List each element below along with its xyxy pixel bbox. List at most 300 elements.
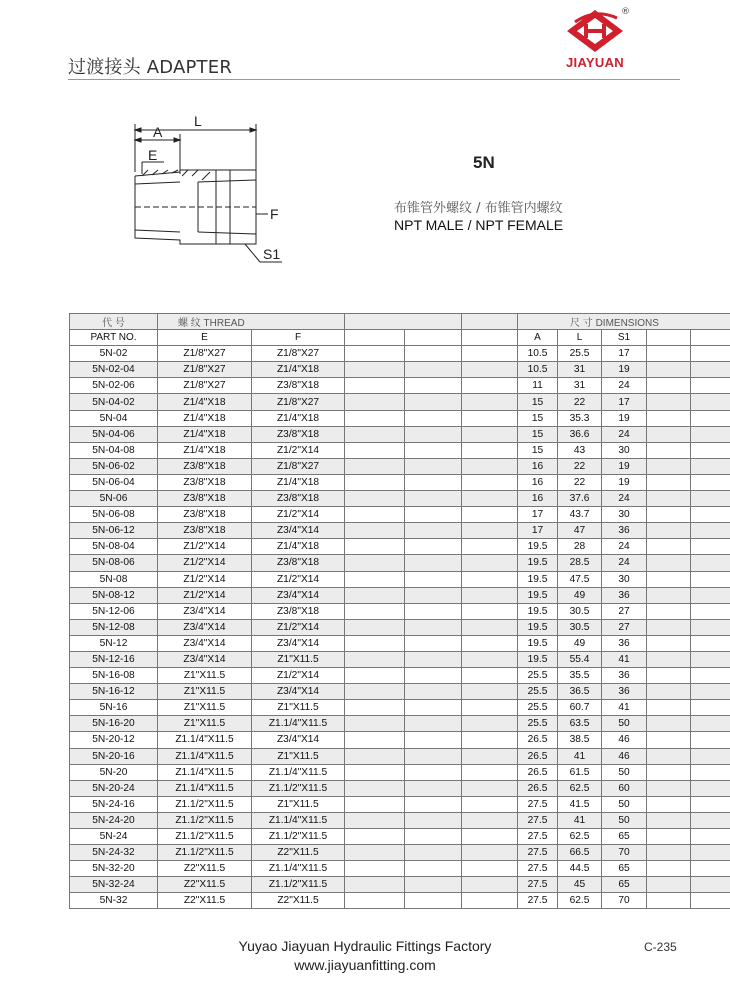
cell-empty bbox=[462, 571, 518, 587]
cell-dim-l: 43 bbox=[558, 442, 602, 458]
cell-empty bbox=[691, 877, 730, 893]
cell-empty bbox=[691, 426, 730, 442]
cell-thread-f: Z1/2"X14 bbox=[252, 442, 345, 458]
cell-empty bbox=[691, 829, 730, 845]
cell-thread-e: Z1"X11.5 bbox=[158, 668, 252, 684]
cell-dim-s1: 46 bbox=[602, 748, 647, 764]
cell-dim-l: 66.5 bbox=[558, 845, 602, 861]
cell-part-no: 5N-08 bbox=[70, 571, 158, 587]
cell-empty bbox=[691, 716, 730, 732]
cell-empty bbox=[691, 474, 730, 490]
cell-dim-l: 35.3 bbox=[558, 410, 602, 426]
cell-dim-s1: 60 bbox=[602, 780, 647, 796]
cell-part-no: 5N-04 bbox=[70, 410, 158, 426]
cell-dim-l: 45 bbox=[558, 877, 602, 893]
table-row bbox=[70, 700, 730, 716]
cell-empty bbox=[345, 893, 405, 909]
cell-part-no: 5N-12 bbox=[70, 635, 158, 651]
cell-thread-e: Z3/4"X14 bbox=[158, 635, 252, 651]
cell-thread-f: Z1/4"X18 bbox=[252, 474, 345, 490]
cell-thread-e: Z1/4"X18 bbox=[158, 394, 252, 410]
cell-thread-f: Z1.1/4"X11.5 bbox=[252, 716, 345, 732]
cell-empty bbox=[647, 491, 691, 507]
cell-dim-s1: 36 bbox=[602, 523, 647, 539]
cell-dim-a: 19.5 bbox=[518, 651, 558, 667]
cell-dim-l: 55.4 bbox=[558, 651, 602, 667]
cell-thread-e: Z1/4"X18 bbox=[158, 410, 252, 426]
cell-empty bbox=[405, 507, 462, 523]
cell-dim-s1: 24 bbox=[602, 378, 647, 394]
cell-thread-e: Z2"X11.5 bbox=[158, 861, 252, 877]
table-row bbox=[70, 796, 730, 812]
cell-empty bbox=[405, 651, 462, 667]
cell-empty bbox=[647, 474, 691, 490]
cell-empty bbox=[462, 716, 518, 732]
cell-dim-a: 27.5 bbox=[518, 877, 558, 893]
dim-label-e: E bbox=[148, 147, 158, 163]
cell-part-no: 5N-02-04 bbox=[70, 362, 158, 378]
cell-dim-l: 31 bbox=[558, 378, 602, 394]
cell-thread-f: Z1.1/4"X11.5 bbox=[252, 812, 345, 828]
cell-thread-e: Z3/8"X18 bbox=[158, 523, 252, 539]
cell-thread-e: Z1/8"X27 bbox=[158, 362, 252, 378]
cell-thread-e: Z3/8"X18 bbox=[158, 491, 252, 507]
cell-empty bbox=[405, 748, 462, 764]
cell-empty bbox=[405, 394, 462, 410]
cell-empty bbox=[647, 378, 691, 394]
cell-empty bbox=[691, 700, 730, 716]
header-s1: S1 bbox=[602, 330, 647, 346]
cell-empty bbox=[462, 700, 518, 716]
table-row bbox=[70, 684, 730, 700]
table-row bbox=[70, 780, 730, 796]
cell-empty bbox=[462, 491, 518, 507]
cell-thread-f: Z1/8"X27 bbox=[252, 346, 345, 362]
table-row bbox=[70, 732, 730, 748]
cell-dim-s1: 27 bbox=[602, 619, 647, 635]
cell-dim-s1: 65 bbox=[602, 861, 647, 877]
cell-dim-l: 47 bbox=[558, 523, 602, 539]
table-row bbox=[70, 635, 730, 651]
cell-dim-l: 41 bbox=[558, 748, 602, 764]
cell-empty bbox=[405, 442, 462, 458]
adapter-drawing bbox=[120, 112, 300, 277]
cell-thread-e: Z1.1/4"X11.5 bbox=[158, 764, 252, 780]
cell-empty bbox=[691, 491, 730, 507]
cell-empty bbox=[647, 668, 691, 684]
cell-empty bbox=[462, 668, 518, 684]
cell-dim-a: 19.5 bbox=[518, 587, 558, 603]
cell-part-no: 5N-06-08 bbox=[70, 507, 158, 523]
table-row bbox=[70, 651, 730, 667]
cell-empty bbox=[405, 796, 462, 812]
cell-empty bbox=[647, 346, 691, 362]
cell-empty bbox=[647, 523, 691, 539]
cell-thread-f: Z1/2"X14 bbox=[252, 571, 345, 587]
cell-thread-e: Z3/4"X14 bbox=[158, 651, 252, 667]
cell-dim-s1: 46 bbox=[602, 732, 647, 748]
cell-empty bbox=[462, 780, 518, 796]
cell-empty bbox=[462, 539, 518, 555]
cell-thread-f: Z1/4"X18 bbox=[252, 410, 345, 426]
cell-thread-e: Z1.1/2"X11.5 bbox=[158, 812, 252, 828]
cell-dim-s1: 36 bbox=[602, 587, 647, 603]
cell-empty bbox=[345, 732, 405, 748]
cell-empty bbox=[462, 619, 518, 635]
cell-thread-e: Z1/8"X27 bbox=[158, 346, 252, 362]
cell-empty bbox=[405, 587, 462, 603]
cell-dim-l: 25.5 bbox=[558, 346, 602, 362]
cell-thread-e: Z2"X11.5 bbox=[158, 893, 252, 909]
cell-dim-l: 36.6 bbox=[558, 426, 602, 442]
cell-empty bbox=[647, 651, 691, 667]
cell-thread-e: Z3/8"X18 bbox=[158, 458, 252, 474]
cell-empty bbox=[405, 555, 462, 571]
table-row bbox=[70, 764, 730, 780]
cell-empty bbox=[647, 619, 691, 635]
cell-empty bbox=[647, 829, 691, 845]
cell-dim-a: 26.5 bbox=[518, 732, 558, 748]
cell-empty bbox=[462, 555, 518, 571]
table-row bbox=[70, 410, 730, 426]
cell-part-no: 5N-04-06 bbox=[70, 426, 158, 442]
cell-dim-s1: 70 bbox=[602, 893, 647, 909]
table-row bbox=[70, 426, 730, 442]
cell-empty bbox=[345, 426, 405, 442]
cell-empty bbox=[647, 539, 691, 555]
cell-thread-f: Z1"X11.5 bbox=[252, 748, 345, 764]
cell-empty bbox=[345, 410, 405, 426]
cell-empty bbox=[345, 571, 405, 587]
cell-thread-f: Z3/4"X14 bbox=[252, 587, 345, 603]
cell-part-no: 5N-24 bbox=[70, 829, 158, 845]
header-dimensions: 尺 寸 DIMENSIONS bbox=[518, 314, 730, 330]
table-row bbox=[70, 442, 730, 458]
cell-thread-e: Z1/4"X18 bbox=[158, 442, 252, 458]
cell-dim-l: 62.5 bbox=[558, 829, 602, 845]
cell-thread-e: Z1/4"X18 bbox=[158, 426, 252, 442]
cell-thread-f: Z1.1/4"X11.5 bbox=[252, 764, 345, 780]
cell-dim-a: 10.5 bbox=[518, 362, 558, 378]
footer-company: Yuyao Jiayuan Hydraulic Fittings Factory bbox=[238, 938, 492, 954]
cell-thread-f: Z3/4"X14 bbox=[252, 684, 345, 700]
cell-thread-e: Z1.1/4"X11.5 bbox=[158, 748, 252, 764]
cell-thread-f: Z3/8"X18 bbox=[252, 555, 345, 571]
cell-dim-l: 62.5 bbox=[558, 780, 602, 796]
cell-empty bbox=[405, 635, 462, 651]
cell-part-no: 5N-16-12 bbox=[70, 684, 158, 700]
cell-thread-f: Z3/8"X18 bbox=[252, 378, 345, 394]
cell-dim-a: 19.5 bbox=[518, 539, 558, 555]
dim-label-l: L bbox=[194, 113, 202, 129]
cell-dim-a: 15 bbox=[518, 426, 558, 442]
cell-thread-e: Z1.1/4"X11.5 bbox=[158, 780, 252, 796]
cell-empty bbox=[647, 893, 691, 909]
cell-part-no: 5N-16-08 bbox=[70, 668, 158, 684]
cell-dim-a: 15 bbox=[518, 410, 558, 426]
cell-empty bbox=[647, 442, 691, 458]
cell-dim-a: 27.5 bbox=[518, 893, 558, 909]
cell-empty bbox=[405, 893, 462, 909]
cell-empty bbox=[691, 394, 730, 410]
cell-empty bbox=[647, 684, 691, 700]
cell-empty bbox=[462, 764, 518, 780]
cell-dim-l: 36.5 bbox=[558, 684, 602, 700]
cell-dim-s1: 41 bbox=[602, 651, 647, 667]
cell-dim-l: 41 bbox=[558, 812, 602, 828]
cell-empty bbox=[345, 635, 405, 651]
table-row bbox=[70, 507, 730, 523]
cell-dim-a: 15 bbox=[518, 394, 558, 410]
cell-empty bbox=[462, 635, 518, 651]
cell-empty bbox=[345, 523, 405, 539]
cell-empty bbox=[691, 748, 730, 764]
cell-empty bbox=[345, 442, 405, 458]
cell-dim-a: 10.5 bbox=[518, 346, 558, 362]
cell-thread-e: Z1/2"X14 bbox=[158, 587, 252, 603]
cell-empty bbox=[462, 587, 518, 603]
header-a: A bbox=[518, 330, 558, 346]
cell-dim-s1: 30 bbox=[602, 571, 647, 587]
dimensions-table bbox=[69, 313, 730, 909]
cell-empty bbox=[647, 812, 691, 828]
cell-thread-f: Z1/2"X14 bbox=[252, 507, 345, 523]
cell-thread-f: Z2"X11.5 bbox=[252, 845, 345, 861]
table-row bbox=[70, 861, 730, 877]
cell-part-no: 5N-06 bbox=[70, 491, 158, 507]
cell-dim-a: 27.5 bbox=[518, 829, 558, 845]
cell-part-no: 5N-16 bbox=[70, 700, 158, 716]
cell-empty bbox=[405, 410, 462, 426]
cell-dim-l: 49 bbox=[558, 587, 602, 603]
cell-thread-f: Z3/8"X18 bbox=[252, 603, 345, 619]
cell-dim-l: 28.5 bbox=[558, 555, 602, 571]
cell-empty bbox=[405, 378, 462, 394]
cell-dim-a: 27.5 bbox=[518, 861, 558, 877]
cell-empty bbox=[462, 346, 518, 362]
cell-part-no: 5N-32 bbox=[70, 893, 158, 909]
cell-thread-e: Z1"X11.5 bbox=[158, 716, 252, 732]
cell-dim-l: 44.5 bbox=[558, 861, 602, 877]
cell-thread-f: Z3/8"X18 bbox=[252, 426, 345, 442]
cell-dim-a: 25.5 bbox=[518, 716, 558, 732]
cell-dim-a: 17 bbox=[518, 523, 558, 539]
cell-dim-a: 19.5 bbox=[518, 571, 558, 587]
cell-empty bbox=[691, 410, 730, 426]
cell-dim-s1: 17 bbox=[602, 394, 647, 410]
cell-empty bbox=[405, 780, 462, 796]
cell-dim-s1: 50 bbox=[602, 796, 647, 812]
cell-dim-l: 37.6 bbox=[558, 491, 602, 507]
cell-dim-s1: 24 bbox=[602, 539, 647, 555]
cell-empty bbox=[647, 587, 691, 603]
cell-dim-s1: 19 bbox=[602, 410, 647, 426]
registered-mark: ® bbox=[621, 7, 630, 17]
cell-thread-e: Z1"X11.5 bbox=[158, 684, 252, 700]
cell-empty bbox=[345, 700, 405, 716]
table-row bbox=[70, 587, 730, 603]
cell-empty bbox=[462, 474, 518, 490]
cell-empty bbox=[691, 587, 730, 603]
cell-empty bbox=[405, 668, 462, 684]
cell-part-no: 5N-32-24 bbox=[70, 877, 158, 893]
table-row bbox=[70, 458, 730, 474]
cell-dim-a: 27.5 bbox=[518, 812, 558, 828]
table-row bbox=[70, 491, 730, 507]
cell-empty bbox=[462, 378, 518, 394]
cell-empty bbox=[691, 845, 730, 861]
table-row bbox=[70, 474, 730, 490]
cell-empty bbox=[405, 732, 462, 748]
cell-empty bbox=[345, 346, 405, 362]
cell-part-no: 5N-04-08 bbox=[70, 442, 158, 458]
cell-empty bbox=[462, 410, 518, 426]
cell-dim-a: 17 bbox=[518, 507, 558, 523]
cell-thread-f: Z1.1/2"X11.5 bbox=[252, 877, 345, 893]
cell-empty bbox=[345, 812, 405, 828]
cell-dim-s1: 41 bbox=[602, 700, 647, 716]
cell-empty bbox=[345, 684, 405, 700]
header-part-no: PART NO. bbox=[70, 330, 158, 346]
cell-empty bbox=[345, 748, 405, 764]
cell-dim-l: 31 bbox=[558, 362, 602, 378]
cell-empty bbox=[462, 829, 518, 845]
cell-empty bbox=[405, 571, 462, 587]
cell-empty bbox=[647, 571, 691, 587]
cell-dim-a: 15 bbox=[518, 442, 558, 458]
cell-dim-l: 35.5 bbox=[558, 668, 602, 684]
cell-part-no: 5N-08-04 bbox=[70, 539, 158, 555]
cell-empty bbox=[345, 619, 405, 635]
cell-dim-l: 62.5 bbox=[558, 893, 602, 909]
cell-dim-a: 26.5 bbox=[518, 780, 558, 796]
table-header-row-1 bbox=[70, 314, 730, 330]
cell-dim-a: 25.5 bbox=[518, 668, 558, 684]
header-divider bbox=[68, 79, 680, 80]
cell-empty bbox=[345, 651, 405, 667]
cell-empty bbox=[691, 684, 730, 700]
cell-empty bbox=[345, 877, 405, 893]
cell-thread-e: Z1.1/2"X11.5 bbox=[158, 845, 252, 861]
cell-empty bbox=[345, 362, 405, 378]
cell-part-no: 5N-02 bbox=[70, 346, 158, 362]
cell-part-no: 5N-20-12 bbox=[70, 732, 158, 748]
cell-empty bbox=[462, 394, 518, 410]
cell-part-no: 5N-32-20 bbox=[70, 861, 158, 877]
cell-dim-l: 28 bbox=[558, 539, 602, 555]
cell-dim-s1: 19 bbox=[602, 474, 647, 490]
cell-thread-f: Z3/4"X14 bbox=[252, 732, 345, 748]
cell-empty bbox=[405, 603, 462, 619]
cell-empty bbox=[345, 378, 405, 394]
cell-part-no: 5N-06-02 bbox=[70, 458, 158, 474]
cell-dim-l: 38.5 bbox=[558, 732, 602, 748]
cell-empty bbox=[462, 748, 518, 764]
cell-empty bbox=[691, 362, 730, 378]
cell-empty bbox=[405, 812, 462, 828]
cell-empty bbox=[345, 587, 405, 603]
cell-part-no: 5N-06-12 bbox=[70, 523, 158, 539]
table-row bbox=[70, 668, 730, 684]
cell-empty bbox=[691, 603, 730, 619]
cell-empty bbox=[345, 780, 405, 796]
table-row bbox=[70, 748, 730, 764]
cell-dim-a: 27.5 bbox=[518, 845, 558, 861]
header-thread: 螺 纹 THREAD bbox=[158, 314, 345, 330]
cell-dim-l: 22 bbox=[558, 474, 602, 490]
cell-thread-e: Z1/2"X14 bbox=[158, 555, 252, 571]
cell-empty bbox=[345, 716, 405, 732]
cell-part-no: 5N-20-16 bbox=[70, 748, 158, 764]
table-row bbox=[70, 619, 730, 635]
cell-dim-s1: 36 bbox=[602, 684, 647, 700]
cell-dim-s1: 36 bbox=[602, 635, 647, 651]
table-row bbox=[70, 346, 730, 362]
cell-empty bbox=[405, 523, 462, 539]
table-row bbox=[70, 523, 730, 539]
cell-empty bbox=[691, 780, 730, 796]
cell-empty bbox=[691, 796, 730, 812]
page-number: C-235 bbox=[644, 940, 677, 954]
cell-dim-l: 47.5 bbox=[558, 571, 602, 587]
cell-empty bbox=[345, 668, 405, 684]
cell-dim-s1: 17 bbox=[602, 346, 647, 362]
cell-dim-a: 11 bbox=[518, 378, 558, 394]
cell-thread-e: Z2"X11.5 bbox=[158, 877, 252, 893]
cell-empty bbox=[647, 410, 691, 426]
cell-empty bbox=[345, 458, 405, 474]
footer-url[interactable]: www.jiayuanfitting.com bbox=[294, 957, 436, 973]
cell-dim-s1: 27 bbox=[602, 603, 647, 619]
cell-empty bbox=[691, 893, 730, 909]
table-row bbox=[70, 829, 730, 845]
cell-empty bbox=[462, 362, 518, 378]
cell-empty bbox=[691, 619, 730, 635]
cell-empty bbox=[405, 716, 462, 732]
cell-empty bbox=[647, 555, 691, 571]
cell-empty bbox=[647, 877, 691, 893]
cell-dim-s1: 30 bbox=[602, 442, 647, 458]
cell-empty bbox=[462, 812, 518, 828]
cell-empty bbox=[691, 571, 730, 587]
cell-dim-s1: 24 bbox=[602, 491, 647, 507]
table-row bbox=[70, 716, 730, 732]
cell-empty bbox=[647, 845, 691, 861]
cell-dim-s1: 36 bbox=[602, 668, 647, 684]
cell-thread-f: Z1.1/2"X11.5 bbox=[252, 780, 345, 796]
cell-thread-e: Z1.1/2"X11.5 bbox=[158, 796, 252, 812]
cell-dim-s1: 30 bbox=[602, 507, 647, 523]
cell-empty bbox=[691, 555, 730, 571]
cell-empty bbox=[647, 426, 691, 442]
cell-empty bbox=[691, 764, 730, 780]
cell-dim-l: 60.7 bbox=[558, 700, 602, 716]
table-row bbox=[70, 877, 730, 893]
cell-dim-s1: 24 bbox=[602, 426, 647, 442]
cell-dim-l: 22 bbox=[558, 458, 602, 474]
table-row bbox=[70, 539, 730, 555]
cell-dim-l: 49 bbox=[558, 635, 602, 651]
cell-thread-f: Z1/8"X27 bbox=[252, 394, 345, 410]
cell-empty bbox=[405, 426, 462, 442]
cell-empty bbox=[691, 812, 730, 828]
cell-part-no: 5N-12-06 bbox=[70, 603, 158, 619]
header-code-cn: 代 号 bbox=[70, 314, 158, 330]
cell-dim-s1: 19 bbox=[602, 362, 647, 378]
cell-empty bbox=[647, 861, 691, 877]
cell-empty bbox=[647, 716, 691, 732]
cell-empty bbox=[647, 764, 691, 780]
